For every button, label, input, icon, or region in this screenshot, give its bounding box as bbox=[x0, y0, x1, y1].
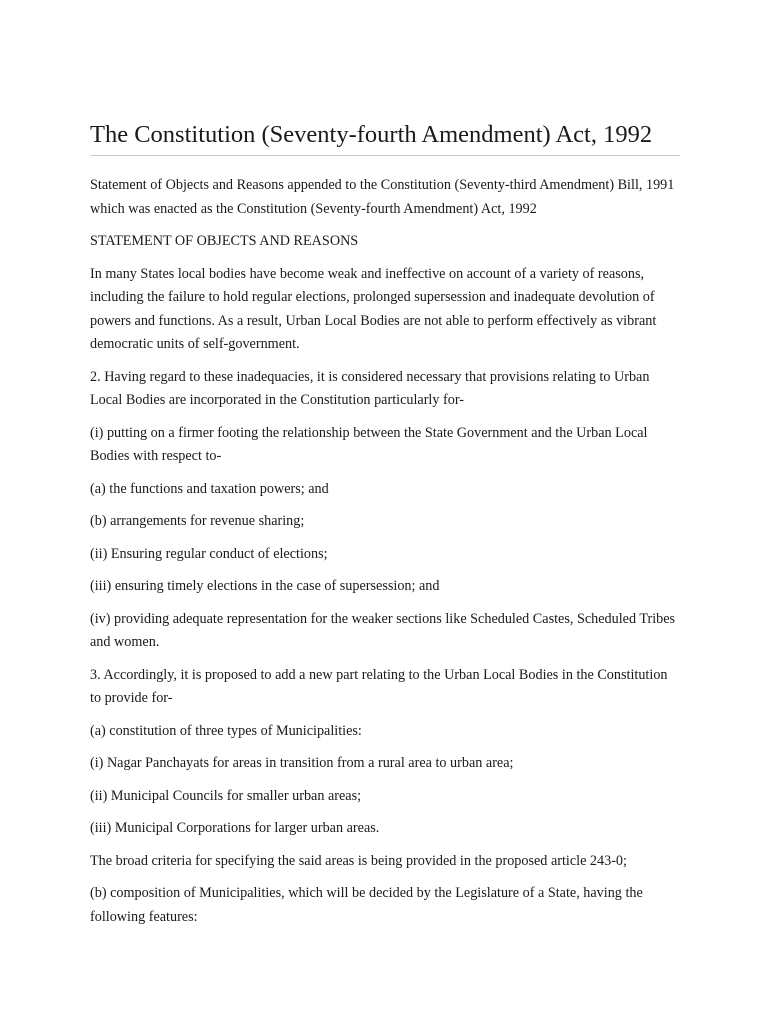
paragraph: (ii) Ensuring regular conduct of elections; bbox=[90, 545, 328, 562]
paragraph: (i) putting on a firmer footing the relationship between the State Government and the Urban Local Bodies with respect to- bbox=[90, 424, 648, 464]
paragraph: (iv) providing adequate representation for the weaker sections like Scheduled Castes, Scheduled Tribes and women. bbox=[90, 610, 676, 650]
document-body bbox=[90, 174, 680, 929]
paragraph: (ii) Municipal Councils for smaller urban areas; bbox=[90, 787, 362, 804]
paragraph: (a) the functions and taxation powers; and bbox=[90, 480, 329, 497]
paragraph: In many States local bodies have become weak and ineffective on account of a variety of reasons, including the failure to hold regular elections, prolonged supersession and inadequate devolution of powers and functions. As a result, Urban Local Bodies are not able to perform effectively as vibrant democratic units of self-government. bbox=[90, 265, 657, 352]
paragraph: (iii) ensuring timely elections in the case of supersession; and bbox=[90, 578, 440, 594]
document-title: The Constitution (Seventy-fourth Amendment) Act, 1992 bbox=[90, 118, 680, 156]
document-page bbox=[90, 118, 680, 938]
paragraph: (b) arrangements for revenue sharing; bbox=[90, 513, 305, 529]
paragraph: (i) Nagar Panchayats for areas in transition from a rural area to urban area; bbox=[90, 755, 514, 771]
paragraph: (b) composition of Municipalities, which will be decided by the Legislature of a State, having the following features: bbox=[90, 885, 643, 925]
paragraph: (a) constitution of three types of Municipalities: bbox=[90, 722, 362, 739]
paragraph: (iii) Municipal Corporations for larger urban areas. bbox=[90, 820, 380, 836]
paragraph-heading: STATEMENT OF OBJECTS AND REASONS bbox=[90, 233, 359, 249]
paragraph: 3. Accordingly, it is proposed to add a new part relating to the Urban Local Bodies in the Constitution to provide for- bbox=[90, 666, 668, 706]
paragraph-intro: Statement of Objects and Reasons appended to the Constitution (Seventy-third Amendment) Bill, 1991 which was enacted as the Constitution (Seventy-fourth Amendment) Act, 1992 bbox=[90, 177, 675, 217]
paragraph: The broad criteria for specifying the said areas is being provided in the proposed article 243-0; bbox=[90, 852, 627, 869]
paragraph: 2. Having regard to these inadequacies, it is considered necessary that provisions relating to Urban Local Bodies are incorporated in the Constitution particularly for- bbox=[90, 368, 650, 408]
